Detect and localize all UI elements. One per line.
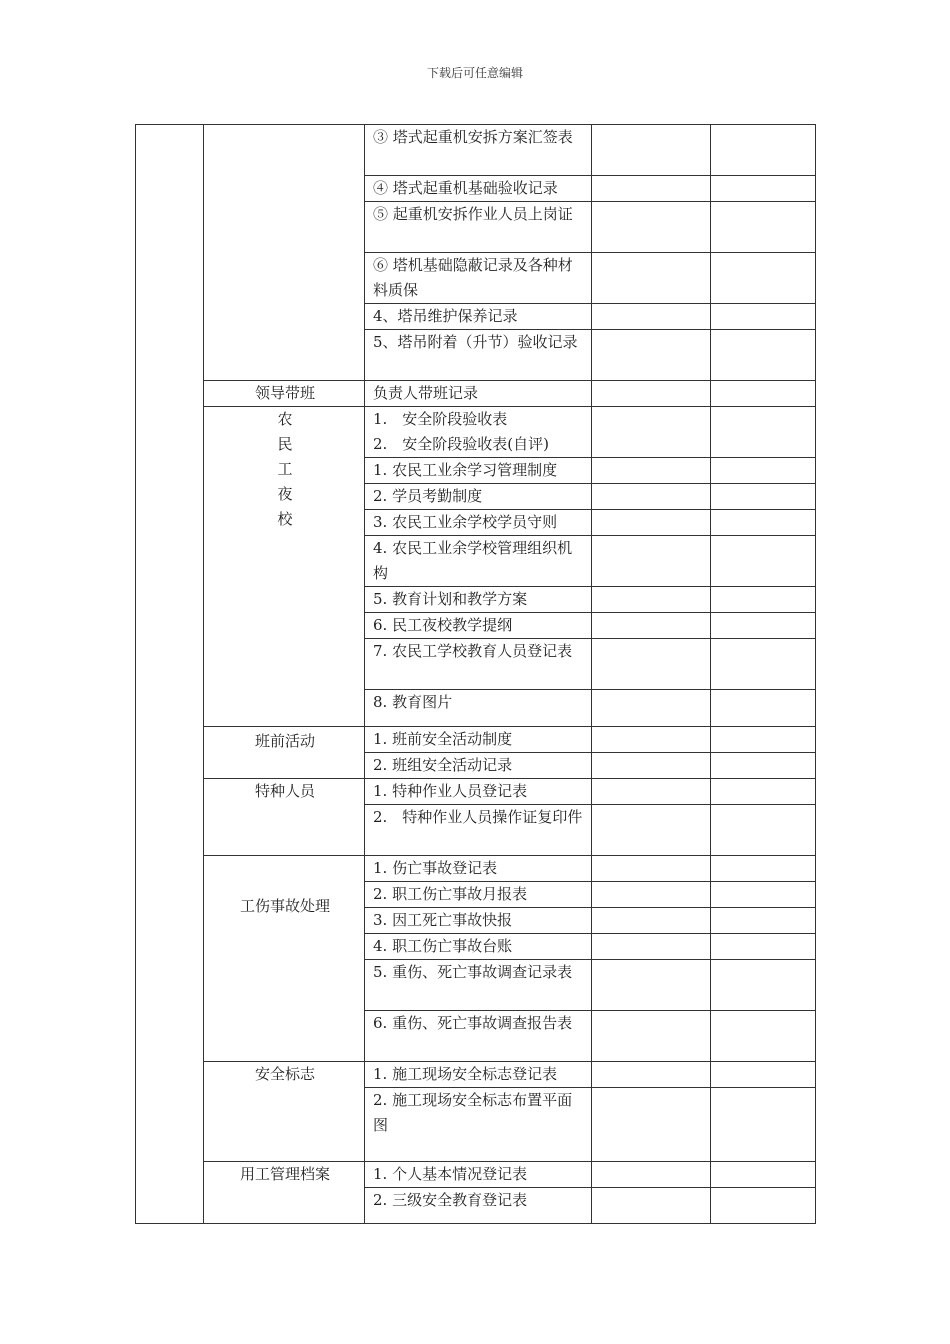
empty-cell <box>711 1062 816 1088</box>
category-label: 农民工夜校 <box>277 410 293 528</box>
empty-cell <box>592 779 711 805</box>
document-item: 4、塔吊维护保养记录 <box>373 307 518 325</box>
table-row <box>136 1162 816 1188</box>
empty-cell <box>711 727 816 753</box>
category-cell: 用工管理档案 <box>204 1162 365 1224</box>
document-item: 8. 教育图片 <box>373 693 453 711</box>
empty-cell <box>711 381 816 407</box>
table-row <box>136 727 816 753</box>
document-item: ⑥ 塔机基础隐蔽记录及各种材料质保 <box>373 256 573 299</box>
document-item: 4. 职工伤亡事故台账 <box>373 937 513 955</box>
empty-cell <box>592 805 711 856</box>
empty-cell <box>711 407 816 458</box>
empty-cell <box>136 125 204 1224</box>
empty-cell <box>592 304 711 330</box>
category-cell: 领导带班 <box>204 381 365 407</box>
empty-cell <box>711 458 816 484</box>
empty-cell <box>592 1188 711 1224</box>
document-item: 2. 施工现场安全标志布置平面图 <box>373 1091 573 1134</box>
empty-cell <box>592 484 711 510</box>
document-item: 1. 特种作业人员登记表 <box>373 782 528 800</box>
table-row <box>136 779 816 805</box>
document-item: 5、塔吊附着（升节）验收记录 <box>373 333 578 351</box>
document-item: 1. 伤亡事故登记表 <box>373 859 498 877</box>
empty-cell <box>592 330 711 381</box>
safety-document-table <box>135 124 816 1224</box>
empty-cell <box>204 125 365 381</box>
document-item: 2. 职工伤亡事故月报表 <box>373 885 528 903</box>
document-item: 负责人带班记录 <box>373 384 479 402</box>
category-cell: 工伤事故处理 <box>204 856 365 1062</box>
empty-cell <box>711 613 816 639</box>
document-item: 1. 农民工业余学习管理制度 <box>373 461 558 479</box>
empty-cell <box>592 753 711 779</box>
empty-cell <box>711 908 816 934</box>
category-cell: 安全标志 <box>204 1062 365 1162</box>
document-item: 5. 教育计划和教学方案 <box>373 590 528 608</box>
empty-cell <box>592 1062 711 1088</box>
document-item: 4. 农民工业余学校管理组织机构 <box>373 539 573 582</box>
empty-cell <box>592 727 711 753</box>
empty-cell <box>592 407 711 458</box>
empty-cell <box>711 934 816 960</box>
empty-cell <box>592 176 711 202</box>
empty-cell <box>711 304 816 330</box>
document-item: 3. 农民工业余学校学员守则 <box>373 513 558 531</box>
empty-cell <box>711 779 816 805</box>
empty-cell <box>711 484 816 510</box>
empty-cell <box>711 1162 816 1188</box>
empty-cell <box>711 176 816 202</box>
empty-cell <box>711 882 816 908</box>
document-item: ⑤ 起重机安拆作业人员上岗证 <box>373 205 573 223</box>
document-item: 6. 民工夜校教学提纲 <box>373 616 513 634</box>
empty-cell <box>592 613 711 639</box>
document-item: 2. 学员考勤制度 <box>373 487 483 505</box>
table-row <box>136 407 816 458</box>
empty-cell <box>711 1011 816 1062</box>
empty-cell <box>592 1162 711 1188</box>
empty-cell <box>592 639 711 690</box>
document-item: 2. 安全阶段验收表(自评) <box>373 435 550 453</box>
empty-cell <box>592 1011 711 1062</box>
empty-cell <box>711 856 816 882</box>
empty-cell <box>592 856 711 882</box>
document-item: 3. 因工死亡事故快报 <box>373 911 513 929</box>
empty-cell <box>711 536 816 587</box>
empty-cell <box>592 690 711 727</box>
empty-cell <box>711 510 816 536</box>
document-item: 6. 重伤、死亡事故调查报告表 <box>373 1014 573 1032</box>
empty-cell <box>711 1188 816 1224</box>
document-item: 1. 安全阶段验收表 <box>373 410 508 428</box>
empty-cell <box>711 125 816 176</box>
empty-cell <box>592 587 711 613</box>
document-item: 5. 重伤、死亡事故调查记录表 <box>373 963 573 981</box>
document-item: 1. 班前安全活动制度 <box>373 730 513 748</box>
empty-cell <box>711 960 816 1011</box>
document-item: ③ 塔式起重机安拆方案汇签表 <box>373 128 573 146</box>
category-cell: 特种人员 <box>204 779 365 856</box>
table-row <box>136 381 816 407</box>
empty-cell <box>711 690 816 727</box>
empty-cell <box>711 1088 816 1162</box>
empty-cell <box>592 1088 711 1162</box>
table-row <box>136 125 816 176</box>
document-item: 2. 班组安全活动记录 <box>373 756 513 774</box>
document-item: 1. 施工现场安全标志登记表 <box>373 1065 558 1083</box>
document-item: ④ 塔式起重机基础验收记录 <box>373 179 558 197</box>
category-cell <box>204 407 365 727</box>
document-item: 1. 个人基本情况登记表 <box>373 1165 528 1183</box>
empty-cell <box>592 125 711 176</box>
empty-cell <box>592 202 711 253</box>
empty-cell <box>592 882 711 908</box>
empty-cell <box>592 510 711 536</box>
empty-cell <box>592 458 711 484</box>
empty-cell <box>592 381 711 407</box>
document-item: 2. 特种作业人员操作证复印件 <box>373 808 583 826</box>
page-header: 下载后可任意编辑 <box>426 66 523 80</box>
table-row <box>136 1062 816 1088</box>
empty-cell <box>711 253 816 304</box>
document-item: 2. 三级安全教育登记表 <box>373 1191 528 1209</box>
empty-cell <box>592 253 711 304</box>
empty-cell <box>711 330 816 381</box>
empty-cell <box>711 753 816 779</box>
empty-cell <box>592 536 711 587</box>
empty-cell <box>711 202 816 253</box>
empty-cell <box>711 587 816 613</box>
empty-cell <box>711 639 816 690</box>
table-row <box>136 856 816 882</box>
empty-cell <box>592 908 711 934</box>
document-item: 7. 农民工学校教育人员登记表 <box>373 642 573 660</box>
empty-cell <box>592 960 711 1011</box>
empty-cell <box>592 934 711 960</box>
empty-cell <box>711 805 816 856</box>
category-cell: 班前活动 <box>204 727 365 779</box>
